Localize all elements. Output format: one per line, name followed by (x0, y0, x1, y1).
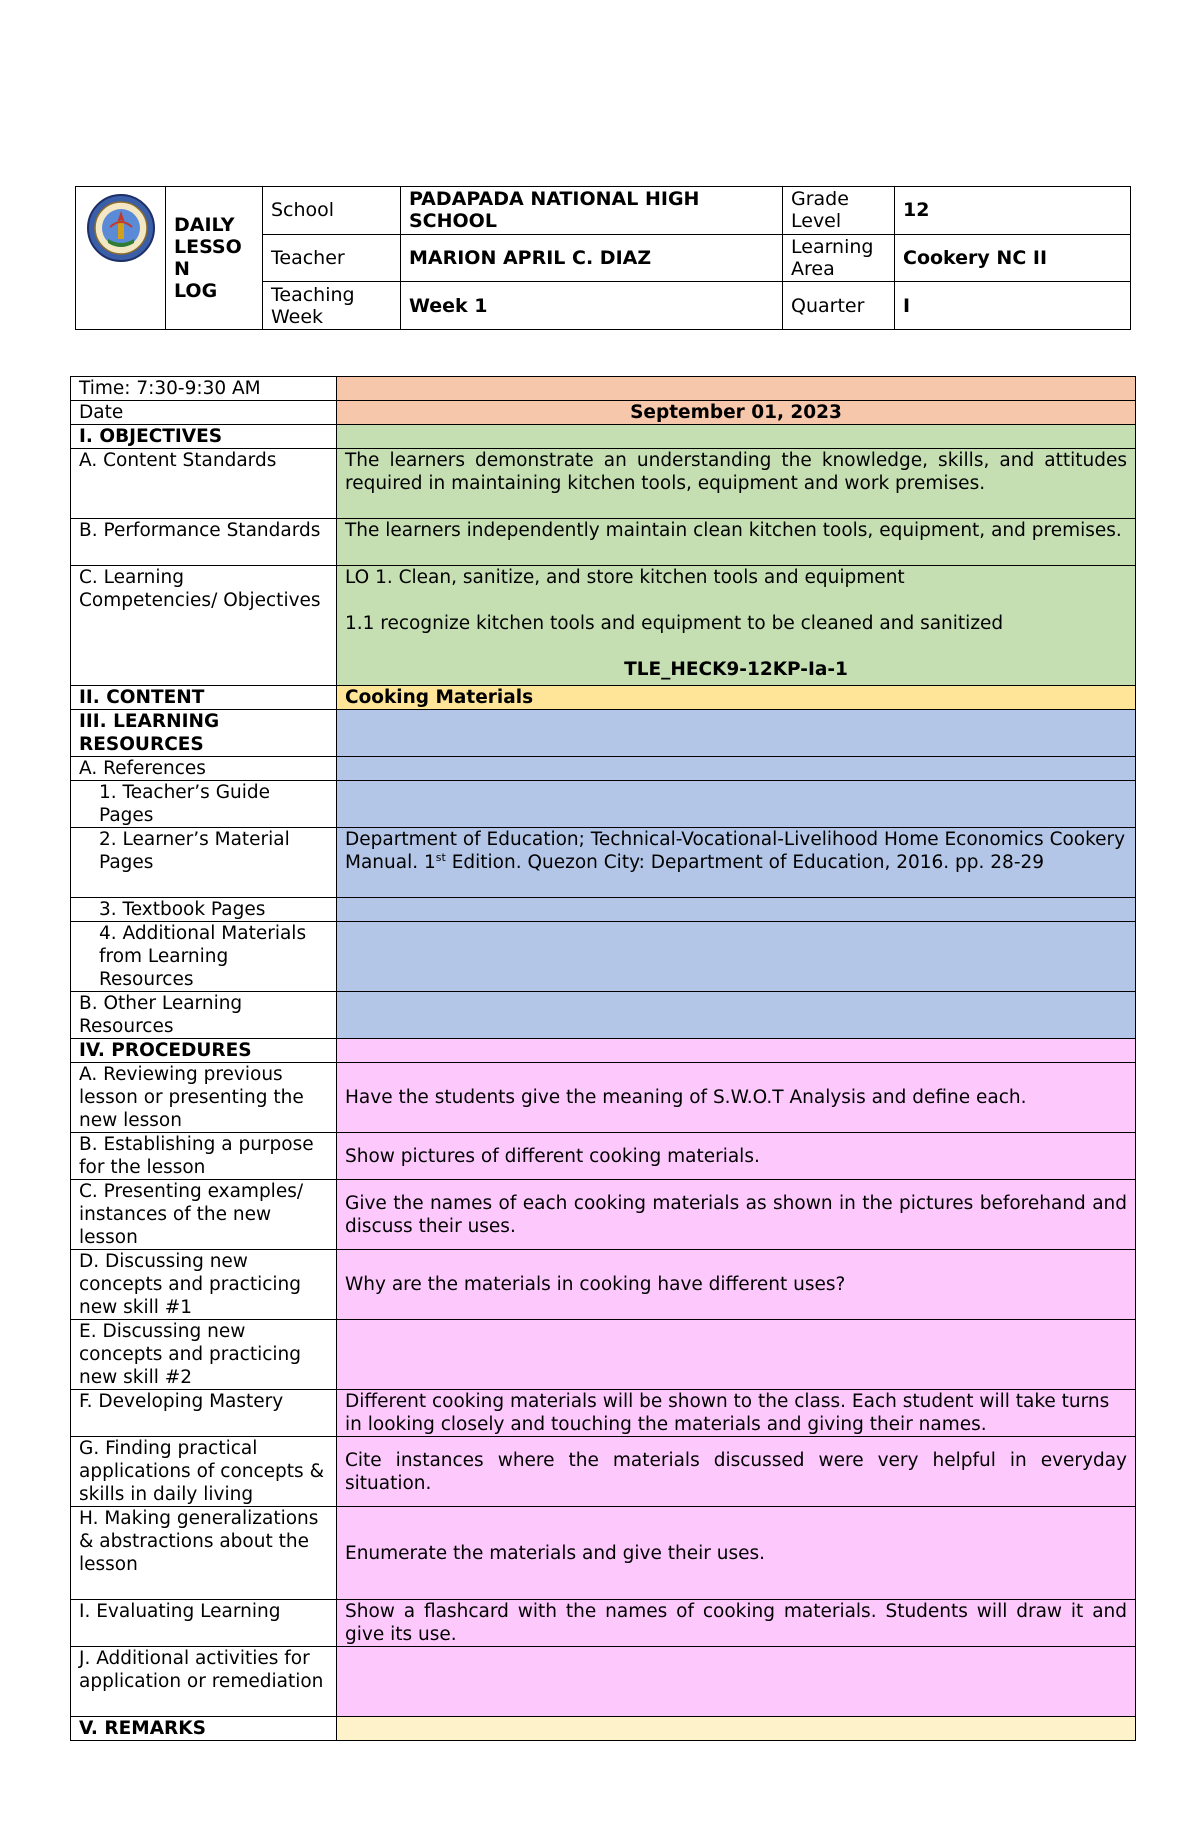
competency-code: TLE_HECK9-12KP-Ia-1 (624, 659, 848, 680)
lm-pages-value (337, 828, 1136, 898)
procedure-label: F. Developing Mastery (71, 1390, 337, 1437)
procedure-label: D. Discussing new concepts and practicing new skill #1 (71, 1250, 337, 1320)
lm-pages-label: 2. Learner’s Material Pages (71, 828, 337, 898)
procedure-text (337, 1647, 1136, 1717)
grade-label: Grade Level (783, 187, 895, 235)
textbook-label: 3. Textbook Pages (71, 898, 337, 922)
table-row (71, 1647, 1136, 1717)
resources-value (337, 710, 1136, 757)
table-row (71, 566, 1136, 686)
additional-materials-value (337, 922, 1136, 992)
competency-lo: LO 1. Clean, sanitize, and store kitchen tools and equipment (345, 567, 905, 588)
school-label: School (263, 187, 401, 235)
dll-title-line: DAILY (174, 214, 235, 236)
week-value: Week 1 (401, 282, 783, 330)
content-standards-value: The learners demonstrate an understanding the knowledge, skills, and attitudes required in maintaining kitchen tools, equipment and work premises. (337, 449, 1136, 519)
dll-title (166, 187, 263, 330)
table-row (71, 1320, 1136, 1390)
lm-pages-sup: st (435, 850, 446, 864)
table-row (71, 757, 1136, 781)
table-row (71, 922, 1136, 992)
procedure-label: G. Finding practical applications of concepts & skills in daily living (71, 1437, 337, 1507)
section-procedures: IV. PROCEDURES (71, 1039, 337, 1063)
table-row (71, 1180, 1136, 1250)
week-label: Teaching Week (263, 282, 401, 330)
table-row (71, 1250, 1136, 1320)
logo-cell (76, 187, 166, 330)
procedure-text: Show a flashcard with the names of cooking materials. Students will draw it and give its use. (337, 1600, 1136, 1647)
table-row (71, 377, 1136, 401)
date-label: Date (71, 401, 337, 425)
references-label: A. References (71, 757, 337, 781)
area-value: Cookery NC II (895, 234, 1131, 282)
table-row (71, 686, 1136, 710)
section-objectives: I. OBJECTIVES (71, 425, 337, 449)
table-row (71, 401, 1136, 425)
procedure-text: Have the students give the meaning of S.W.O.T Analysis and define each. (337, 1063, 1136, 1133)
table-row (71, 425, 1136, 449)
procedures-value (337, 1039, 1136, 1063)
table-row (71, 1600, 1136, 1647)
table-row (71, 781, 1136, 828)
table-row (71, 519, 1136, 566)
table-row (71, 1039, 1136, 1063)
procedure-label: H. Making generalizations & abstractions about the lesson (71, 1507, 337, 1600)
procedure-text (337, 1320, 1136, 1390)
table-row (71, 898, 1136, 922)
references-value (337, 757, 1136, 781)
procedure-label: C. Presenting examples/ instances of the new lesson (71, 1180, 337, 1250)
header-table (75, 186, 1131, 330)
section-content: II. CONTENT (71, 686, 337, 710)
section-remarks: V. REMARKS (71, 1717, 337, 1741)
procedure-label: A. Reviewing previous lesson or presenting the new lesson (71, 1063, 337, 1133)
procedure-text: Enumerate the materials and give their uses. (337, 1507, 1136, 1600)
teacher-value: MARION APRIL C. DIAZ (401, 234, 783, 282)
table-row (71, 710, 1136, 757)
table-row (71, 1063, 1136, 1133)
quarter-value: I (895, 282, 1131, 330)
procedure-label: I. Evaluating Learning (71, 1600, 337, 1647)
procedure-text: Cite instances where the materials discussed were very helpful in everyday situation. (337, 1437, 1136, 1507)
table-row (71, 1133, 1136, 1180)
procedure-text: Show pictures of different cooking materials. (337, 1133, 1136, 1180)
table-row (71, 1390, 1136, 1437)
performance-standards-value: The learners independently maintain clean kitchen tools, equipment, and premises. (337, 519, 1136, 566)
table-row (71, 449, 1136, 519)
school-seal-logo (86, 193, 156, 263)
tg-pages-label: 1. Teacher’s Guide Pages (71, 781, 337, 828)
table-row (71, 1717, 1136, 1741)
teacher-label: Teacher (263, 234, 401, 282)
procedure-text: Different cooking materials will be shown to the class. Each student will take turns in looking closely and touching the materials and giving their names. (337, 1390, 1136, 1437)
date-value: September 01, 2023 (337, 401, 1136, 425)
tg-pages-value (337, 781, 1136, 828)
content-standards-label: A. Content Standards (71, 449, 337, 519)
school-value: PADAPADA NATIONAL HIGH SCHOOL (401, 187, 783, 235)
grade-value: 12 (895, 187, 1131, 235)
objectives-value (337, 425, 1136, 449)
procedure-label: E. Discussing new concepts and practicing new skill #2 (71, 1320, 337, 1390)
remarks-value (337, 1717, 1136, 1741)
procedure-text: Give the names of each cooking materials as shown in the pictures beforehand and discuss their uses. (337, 1180, 1136, 1250)
section-resources: III. LEARNING RESOURCES (71, 710, 337, 757)
additional-materials-label: 4. Additional Materials from Learning Resources (71, 922, 337, 992)
time-label: Time: 7:30-9:30 AM (71, 377, 337, 401)
lesson-plan-table (70, 376, 1136, 1741)
procedure-text: Why are the materials in cooking have different uses? (337, 1250, 1136, 1320)
time-value (337, 377, 1136, 401)
table-row (71, 1437, 1136, 1507)
area-label: Learning Area (783, 234, 895, 282)
competencies-value (337, 566, 1136, 686)
dll-title-line: N (174, 258, 190, 280)
performance-standards-label: B. Performance Standards (71, 519, 337, 566)
other-resources-value (337, 992, 1136, 1039)
procedure-label: B. Establishing a purpose for the lesson (71, 1133, 337, 1180)
competency-item: 1.1 recognize kitchen tools and equipment to be cleaned and sanitized (345, 613, 1004, 634)
lm-pages-text-b: Edition. Quezon City: Department of Education, 2016. pp. 28-29 (445, 852, 1045, 873)
quarter-label: Quarter (783, 282, 895, 330)
table-row (71, 992, 1136, 1039)
table-row (71, 828, 1136, 898)
content-value: Cooking Materials (337, 686, 1136, 710)
lm-pages-text-a: Department of Education; Technical-Vocational-Livelihood Home Economics Cookery Manual. 1 (345, 829, 1126, 873)
procedure-label: J. Additional activities for application or remediation (71, 1647, 337, 1717)
other-resources-label: B. Other Learning Resources (71, 992, 337, 1039)
competencies-label: C. Learning Competencies/ Objectives (71, 566, 337, 686)
table-row (71, 1507, 1136, 1600)
textbook-value (337, 898, 1136, 922)
dll-title-line: LESSO (174, 236, 242, 258)
dll-title-line: LOG (174, 280, 218, 302)
